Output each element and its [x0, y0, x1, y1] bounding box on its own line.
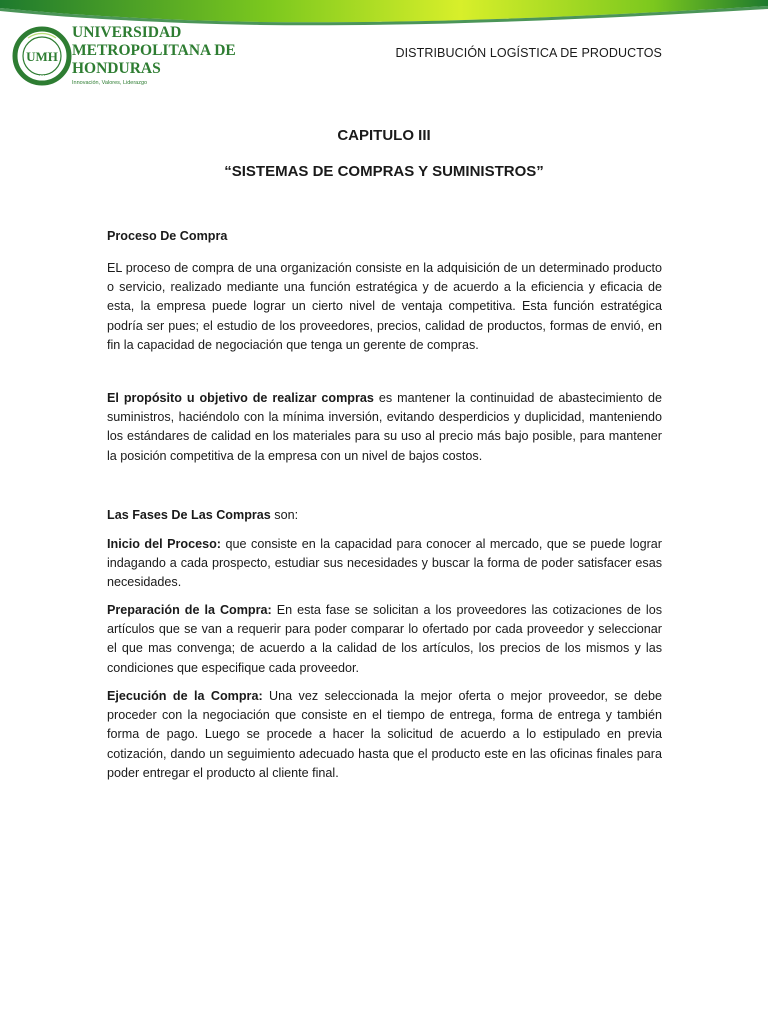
seal-year: 2005	[36, 75, 48, 81]
university-logo	[14, 16, 236, 96]
chapter-title: “SISTEMAS DE COMPRAS Y SUMINISTROS”	[224, 163, 544, 180]
paragraph-ejecucion	[107, 687, 662, 783]
paragraph-proposito-bold: El propósito u objetivo de realizar compras	[107, 391, 374, 405]
paragraph-proceso-text: EL proceso de compra de una organización consiste en la adquisición de un determinado producto o servicio, realizado mediante una función estratégica y de acuerdo a la eficiencia y eficacia de esta, la empresa puede lograr un cierto nivel de ventaja competitiva. Esta función estratégica podría ser pues; el estudio de los proveedores, precios, calidad de productos, formas de envió, en fin la capacidad de negociación que tenga un gerente de compras.	[107, 261, 662, 352]
chapter-number: CAPITULO III	[337, 127, 431, 144]
paragraph-fases	[107, 506, 662, 525]
paragraph-inicio-bold: Inicio del Proceso:	[107, 537, 222, 551]
paragraph-proposito-text: es mantener la continuidad de abastecimiento de suministros, haciéndolo con la mínima inversión, evitando desperdicios y duplicidad, manteniendo los estándares de calidad en los materiales para su uso al precio más bajo posible, para mantener la posición competitiva de la empresa con un nivel de bajos costos.	[107, 391, 662, 463]
paragraph-inicio	[107, 535, 662, 593]
paragraph-preparacion-text: En esta fase se solicitan a los proveedores las cotizaciones de los artículos que se van a requerir para poder comparar lo ofertado por cada proveedor y seleccionar el que mas convenga; de acuerdo a la calidad de los artículos, los precios de los mismos y las condiciones que especifique cada proveedor.	[107, 603, 662, 675]
paragraph-ejecucion-bold: Ejecución de la Compra:	[107, 689, 263, 703]
paragraph-fases-text: son:	[270, 508, 299, 522]
logo-line-1: UNIVERSIDAD	[72, 24, 182, 41]
paragraph-proposito	[107, 389, 662, 466]
logo-line-2: METROPOLITANA DE	[72, 42, 236, 59]
paragraph-proceso	[107, 259, 662, 355]
university-seal	[15, 29, 69, 83]
logo-line-3: HONDURAS	[72, 60, 161, 77]
document-header-title: DISTRIBUCIÓN LOGÍSTICA DE PRODUCTOS	[395, 46, 662, 60]
paragraph-fases-bold: Las Fases De Las Compras	[107, 508, 271, 522]
paragraph-preparacion-bold: Preparación de la Compra:	[107, 603, 272, 617]
logo-tagline: Innovación, Valores, Liderazgo	[72, 80, 148, 86]
paragraph-preparacion	[107, 601, 662, 678]
paragraph-inicio-text: que consiste en la capacidad para conocer al mercado, que se puede lograr indagando a cada prospecto, estudiar sus necesidades y buscar la forma de poder satisfacer esas necesidades.	[107, 537, 662, 590]
section-heading-proceso: Proceso De Compra	[107, 229, 228, 243]
seal-initials: UMH	[26, 49, 58, 64]
paragraph-ejecucion-text: Una vez seleccionada la mejor oferta o mejor proveedor, se debe proceder con la negociación que consiste en el tiempo de entrega, forma de entrega y también forma de pago. Luego se procede a hacer la solicitud de acuerdo a lo estipulado en previa cotización, dando un seguimiento adecuado hasta que el producto este en las oficinas finales para poder entregar el producto al cliente final.	[107, 689, 662, 780]
